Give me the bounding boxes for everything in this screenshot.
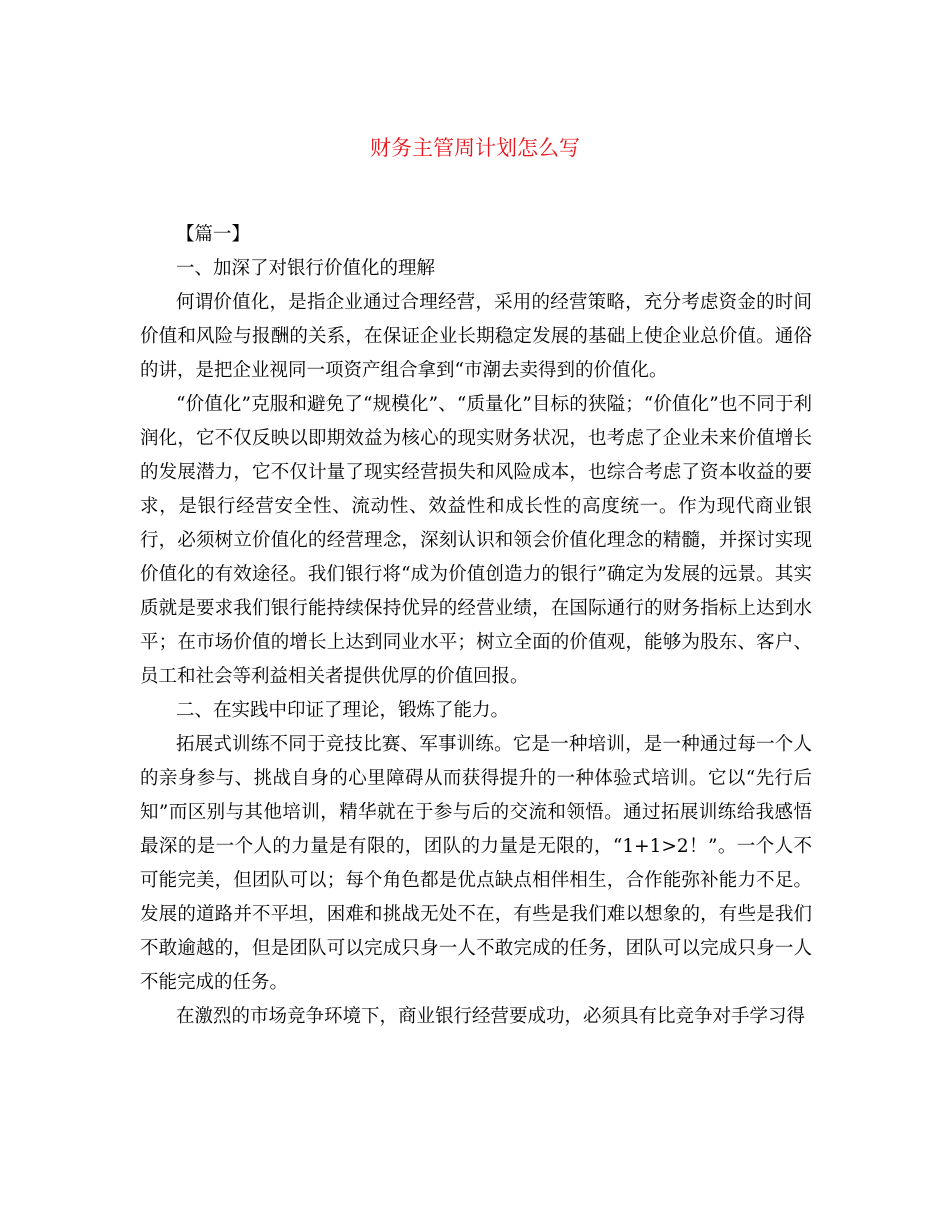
document-title: 财务主管周计划怎么写 — [370, 136, 580, 160]
paragraph: 在激烈的市场竞争环境下，商业银行经营要成功，必须具有比竞争对手学习得 — [176, 1006, 806, 1027]
paragraph: “价值化”克服和避免了“规模化”、“质量化”目标的狭隘；“价值化”也不同于利润化，它不仅反映以即期效益为核心的现实财务状况，也考虑了企业未来价值增长的发展潜力，它不仅计量了现实经营损失和风险成本，也综合考虑了资本收益的要求，是银行经营安全性、流动性、效益性和成长性的高度统一。作为现代商业银行，必须树立价值化的经营理念，深刻认识和领会价值化理念的精髓，并探讨实现价值化的有效途径。我们银行将“成为价值创造力的银行”确定为发展的远景。其实质就是要求我们银行能持续保持优异的经营业绩，在国际通行的财务指标上达到水平；在市场价值的增长上达到同业水平；树立全面的价值观，能够为股东、客户、员工和社会等利益相关者提供优厚的价值回报。 — [140, 394, 812, 687]
document-body — [140, 218, 812, 1034]
heading-one: 一、加深了对银行价值化的理解 — [176, 258, 436, 279]
paragraph: 拓展式训练不同于竞技比赛、军事训练。它是一种培训，是一种通过每一个人的亲身参与、挑战自身的心里障碍从而获得提升的一种体验式培训。它以“先行后知”而区别与其他培训，精华就在于参与后的交流和领悟。通过拓展训练给我感悟最深的是一个人的力量是有限的，团队的力量是无限的，“1+1>2！”。一个人不可能完美，但团队可以；每个角色都是优点缺点相伴相生，合作能弥补能力不足。发展的道路并不平坦，困难和挑战无处不在，有些是我们难以想象的，有些是我们不敢逾越的，但是团队可以完成只身一人不敢完成的任务，团队可以完成只身一人不能完成的任务。 — [140, 734, 812, 993]
heading-two: 二、在实践中印证了理论，锻炼了能力。 — [176, 700, 510, 721]
section-label: 【篇一】 — [176, 224, 251, 245]
paragraph: 何谓价值化，是指企业通过合理经营，采用的经营策略，充分考虑资金的时间价值和风险与报酬的关系，在保证企业长期稳定发展的基础上使企业总价值。通俗的讲，是把企业视同一项资产组合拿到“市潮去卖得到的价值化。 — [140, 292, 812, 381]
